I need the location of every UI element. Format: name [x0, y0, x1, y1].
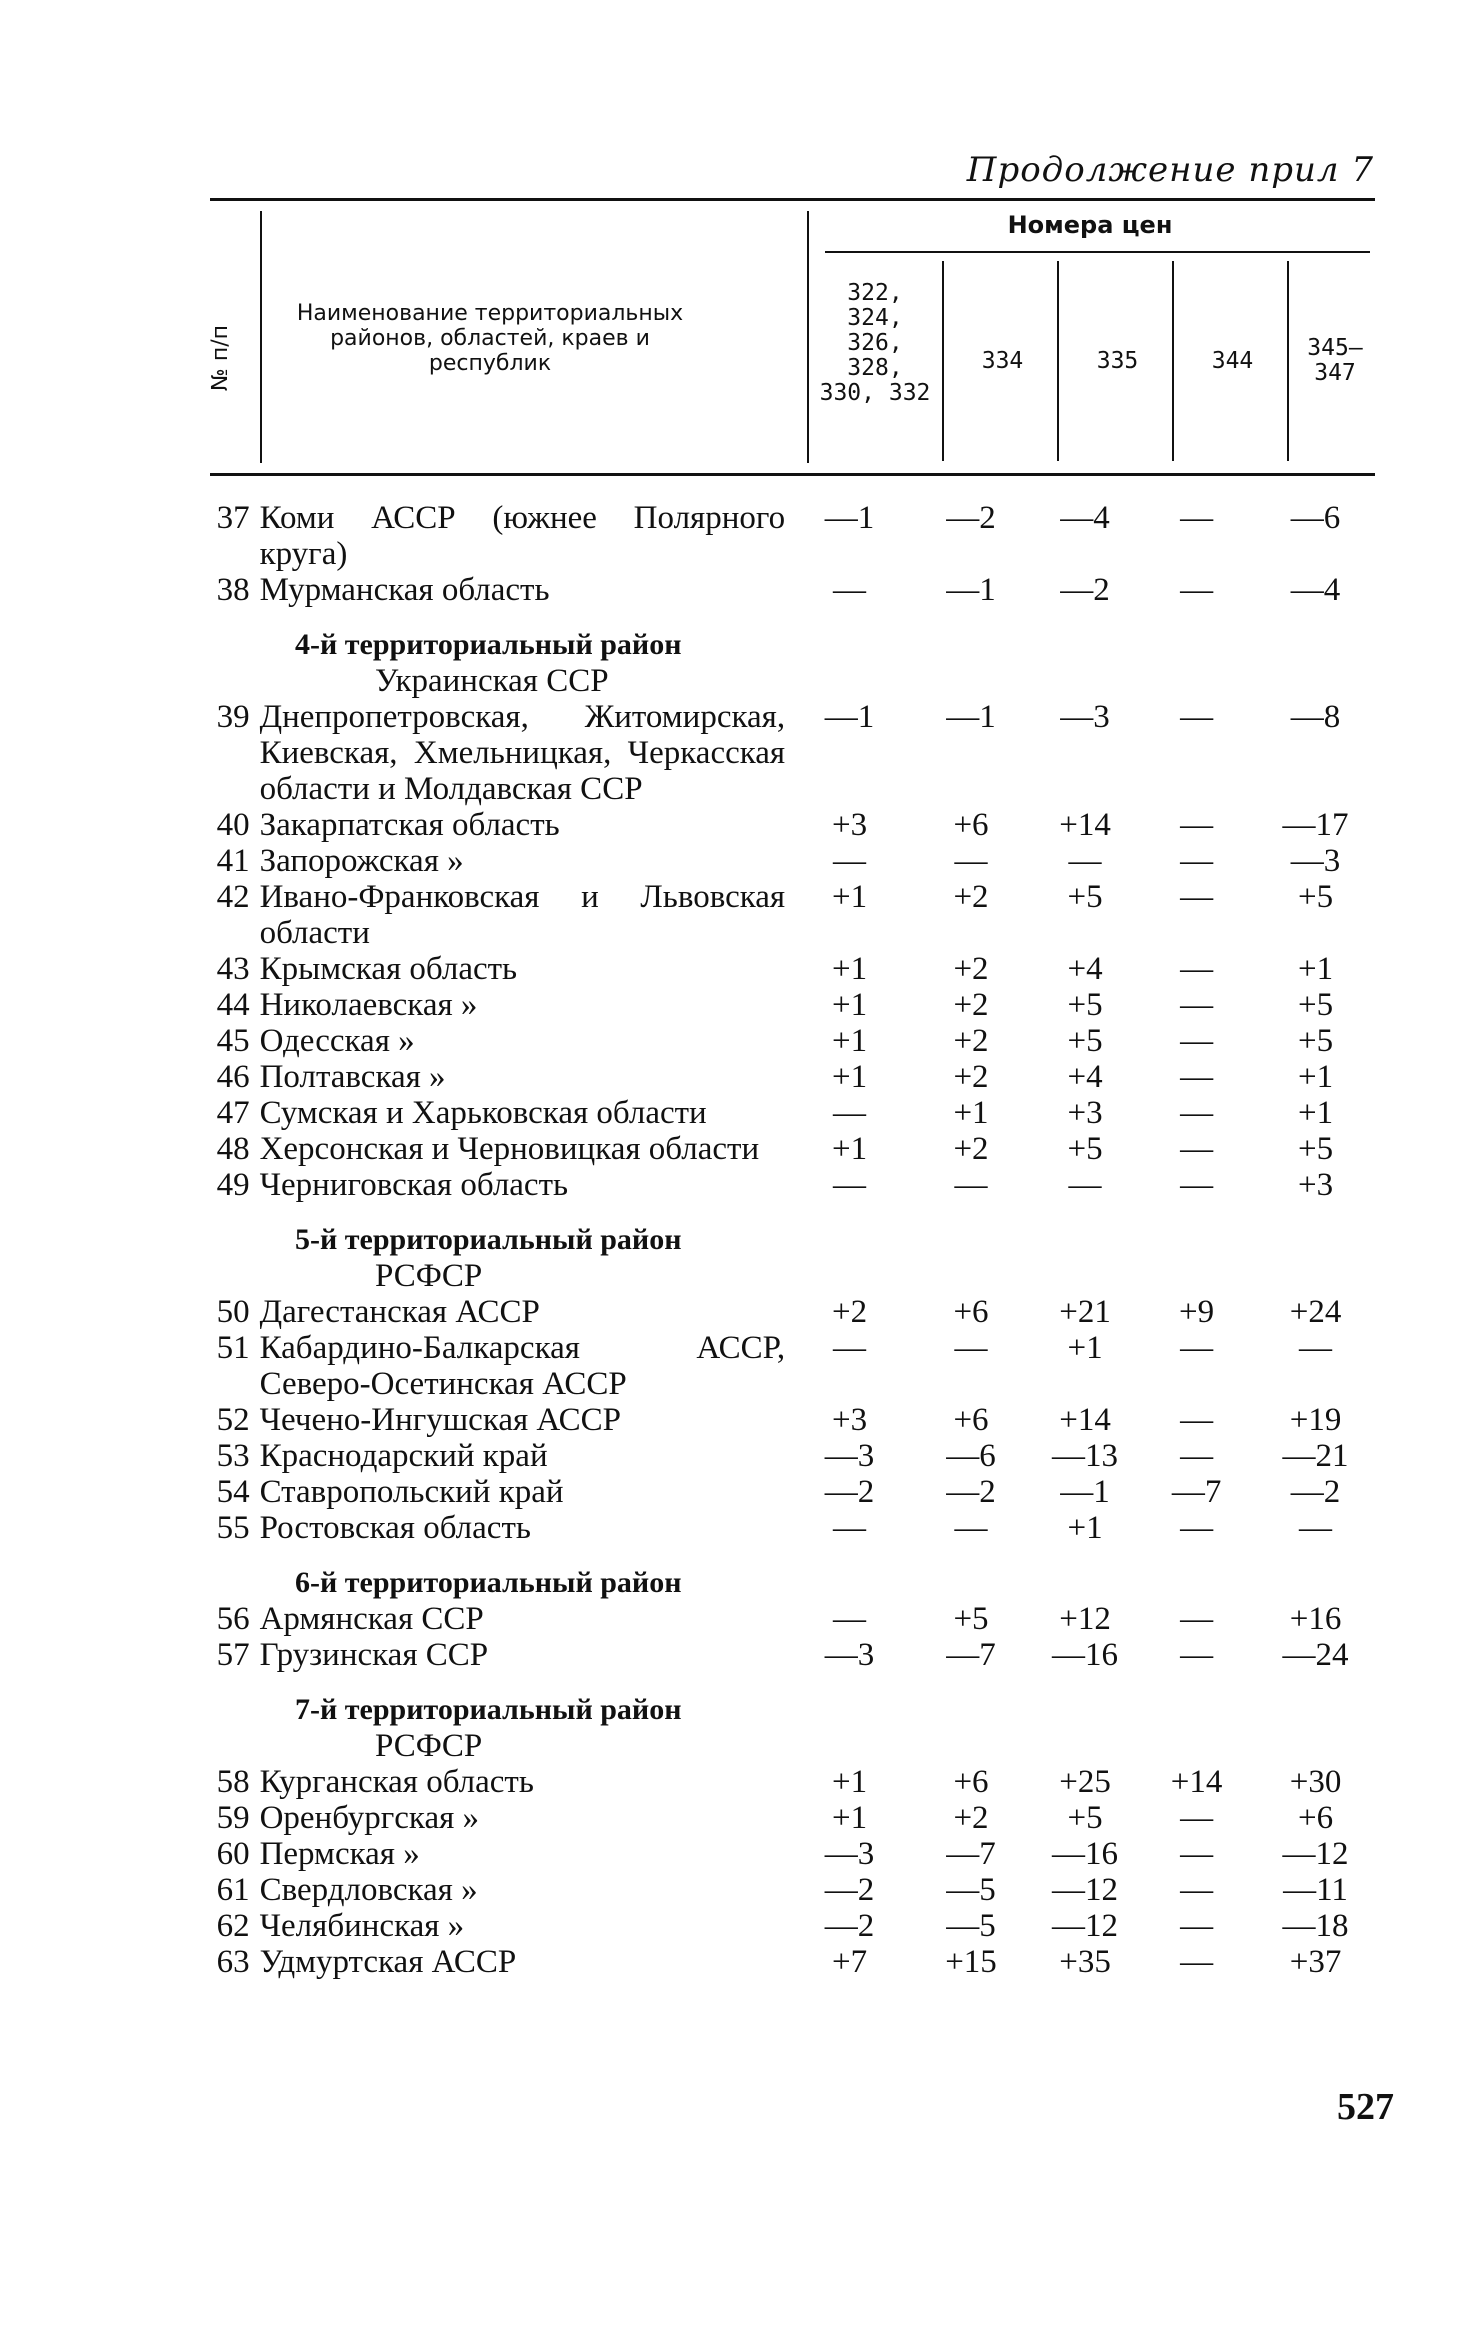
table-row [200, 1601, 1380, 1637]
row-name: Свердловская » [259, 1872, 478, 1908]
section-heading [200, 626, 1380, 663]
price-value: +5 [1297, 1131, 1334, 1167]
row-number: 45 [216, 1023, 250, 1059]
price-value: +5 [1297, 879, 1334, 915]
price-value: —2 [824, 1474, 875, 1510]
table-row [200, 1637, 1380, 1673]
price-value: —7 [946, 1836, 996, 1872]
price-col-header: 344 [1211, 348, 1254, 374]
row-name: Чечено-Ингушская АССР [259, 1402, 621, 1438]
price-value: +21 [1059, 1294, 1111, 1330]
row-number: 54 [216, 1474, 250, 1510]
price-value: — [1299, 1510, 1333, 1546]
table-row [200, 951, 1380, 987]
price-value: —1 [946, 699, 996, 735]
row-number: 52 [216, 1402, 250, 1438]
price-value: — [1180, 879, 1214, 915]
row-number: 49 [216, 1167, 250, 1203]
table-row [200, 1836, 1380, 1872]
row-number: 57 [216, 1637, 250, 1673]
price-value: +6 [953, 1402, 989, 1438]
table-row [200, 1023, 1380, 1059]
price-value: +9 [1179, 1294, 1215, 1330]
table-row [200, 572, 1380, 608]
table-row [200, 987, 1380, 1023]
price-value: +5 [953, 1601, 989, 1637]
row-name: Закарпатская область [259, 807, 560, 843]
row-number: 55 [216, 1510, 250, 1546]
price-value: +3 [1297, 1167, 1334, 1203]
price-value: — [1180, 1167, 1214, 1203]
price-value: —2 [824, 1872, 875, 1908]
row-number: 44 [216, 987, 250, 1023]
price-value: —13 [1052, 1438, 1119, 1474]
price-value: +14 [1059, 1402, 1111, 1438]
price-value: +2 [953, 1059, 989, 1095]
price-value: +3 [831, 807, 868, 843]
price-value: +14 [1170, 1764, 1223, 1800]
price-value: —11 [1283, 1872, 1348, 1908]
table-row [200, 1059, 1380, 1095]
price-value: —3 [1060, 699, 1110, 735]
price-value: —1 [1060, 1474, 1110, 1510]
price-value: +2 [831, 1294, 868, 1330]
price-value: — [1068, 843, 1102, 879]
row-name: Оренбургская » [259, 1800, 480, 1836]
price-value: +1 [953, 1095, 989, 1131]
table-row [200, 1510, 1380, 1546]
price-value: — [1299, 1330, 1333, 1366]
row-number: 60 [216, 1836, 250, 1872]
table-row [200, 1095, 1380, 1131]
price-value: +24 [1289, 1294, 1342, 1330]
section-title: 7-й территориальный район [295, 1693, 682, 1726]
section-gap [200, 1673, 1380, 1691]
row-number: 40 [216, 807, 250, 843]
row-name: Ставропольский край [259, 1474, 564, 1510]
section-heading [200, 1221, 1380, 1258]
price-value: —12 [1052, 1908, 1119, 1944]
row-name: Херсонская и Черновицкая области [259, 1131, 760, 1167]
row-name: Запорожская » [259, 843, 464, 879]
price-value: +6 [953, 1294, 989, 1330]
price-value: — [833, 843, 867, 879]
price-value: —6 [946, 1438, 996, 1474]
price-value: —2 [824, 1908, 875, 1944]
row-name: Дагестанская АССР [259, 1294, 540, 1330]
price-value: +2 [953, 987, 989, 1023]
row-name: Черниговская область [259, 1167, 569, 1203]
price-value: — [1180, 1601, 1214, 1637]
section-subtitle: РСФСР [375, 1728, 483, 1764]
section-title: 5-й территориальный район [295, 1223, 682, 1256]
row-name: Ростовская область [259, 1510, 531, 1546]
price-value: +2 [953, 1023, 989, 1059]
table-body [200, 500, 1380, 1980]
price-value: +1 [1297, 1095, 1334, 1131]
price-value: —12 [1282, 1836, 1349, 1872]
header-divider [1057, 261, 1059, 461]
row-name: Челябинская » [259, 1908, 465, 1944]
table-row [200, 1402, 1380, 1438]
price-value: +30 [1289, 1764, 1342, 1800]
table-row [200, 1330, 1380, 1402]
price-value: +12 [1059, 1601, 1111, 1637]
row-number: 51 [216, 1330, 250, 1366]
price-value: +5 [1067, 1023, 1103, 1059]
price-value: — [833, 572, 867, 608]
row-number: 39 [216, 699, 250, 735]
table-row [200, 1764, 1380, 1800]
header-divider [260, 211, 262, 463]
price-value: —16 [1052, 1836, 1119, 1872]
row-number: 43 [216, 951, 250, 987]
price-value: — [1180, 1908, 1214, 1944]
price-value: — [1180, 699, 1214, 735]
price-value: — [954, 1330, 988, 1366]
table-row [200, 1438, 1380, 1474]
row-number: 58 [216, 1764, 250, 1800]
price-value: — [954, 843, 988, 879]
price-value: +1 [1067, 1510, 1103, 1546]
section-heading [200, 1691, 1380, 1728]
price-value: —6 [1290, 500, 1341, 536]
price-value: +1 [831, 987, 868, 1023]
price-col-header: 345—347 [1307, 335, 1363, 386]
continuation-label: Продолжение прил 7 [966, 150, 1374, 190]
section-subtitle: РСФСР [375, 1258, 483, 1294]
price-value: —3 [824, 1836, 875, 1872]
row-number: 50 [216, 1294, 250, 1330]
price-value: +4 [1067, 951, 1103, 987]
row-number: 42 [216, 879, 250, 915]
row-name: Днепропетровская, Житомирская, Киевская, Хмельницкая, Черкасская области и Молдавская ССР [259, 699, 786, 807]
price-value: — [1180, 1438, 1214, 1474]
price-value: — [954, 1167, 988, 1203]
row-name: Ивано-Франковская и Львовская области [259, 879, 786, 951]
col-num-header: № п/п [208, 324, 233, 391]
row-name: Коми АССР (южнее Полярного круга) [259, 500, 786, 572]
row-number: 61 [216, 1872, 250, 1908]
price-value: —2 [946, 500, 996, 536]
table-row [200, 1167, 1380, 1203]
price-value: —7 [946, 1637, 996, 1673]
row-number: 38 [216, 572, 250, 608]
price-value: —18 [1282, 1908, 1349, 1944]
row-name: Крымская область [259, 951, 518, 987]
price-value: +19 [1289, 1402, 1342, 1438]
price-value: — [833, 1167, 867, 1203]
table-row [200, 1131, 1380, 1167]
price-value: — [1068, 1167, 1102, 1203]
price-value: +3 [1067, 1095, 1103, 1131]
price-value: — [1180, 1095, 1214, 1131]
row-name: Сумская и Харьковская области [259, 1095, 707, 1131]
table-row [200, 1294, 1380, 1330]
price-value: — [1180, 1402, 1214, 1438]
price-value: +6 [1297, 1800, 1334, 1836]
price-value: —12 [1052, 1872, 1119, 1908]
price-value: — [1180, 987, 1214, 1023]
price-value: — [1180, 1330, 1214, 1366]
price-value: — [1180, 1023, 1214, 1059]
price-value: +1 [1297, 951, 1334, 987]
section-gap [200, 1203, 1380, 1221]
price-value: +3 [831, 1402, 868, 1438]
row-number: 62 [216, 1908, 250, 1944]
price-value: — [1180, 1944, 1214, 1980]
price-value: — [833, 1510, 867, 1546]
price-value: —2 [1290, 1474, 1341, 1510]
price-value: —24 [1282, 1637, 1349, 1673]
row-number: 46 [216, 1059, 250, 1095]
price-value: — [1180, 807, 1214, 843]
table-row [200, 1944, 1380, 1980]
row-number: 41 [216, 843, 250, 879]
price-value: — [1180, 1836, 1214, 1872]
price-value: —1 [824, 699, 875, 735]
header-divider [942, 261, 944, 461]
header-divider [825, 251, 1370, 253]
price-value: —5 [946, 1908, 996, 1944]
section-gap [200, 1546, 1380, 1564]
price-value: —3 [824, 1438, 875, 1474]
price-value: +5 [1297, 1023, 1334, 1059]
price-value: +1 [831, 1131, 868, 1167]
table-row [200, 879, 1380, 951]
price-value: +6 [953, 1764, 989, 1800]
price-value: +15 [945, 1944, 997, 1980]
section-title: 6-й территориальный район [295, 1566, 682, 1599]
section-heading [200, 1564, 1380, 1601]
price-col-header: 322, 324, 326, 328, 330, 332 [819, 280, 931, 406]
row-name: Удмуртская АССР [259, 1944, 517, 1980]
header-divider [1172, 261, 1174, 461]
price-value: +1 [831, 1800, 868, 1836]
row-name: Николаевская » [259, 987, 478, 1023]
price-value: — [1180, 1637, 1214, 1673]
row-name: Грузинская ССР [259, 1637, 489, 1673]
price-value: +35 [1059, 1944, 1111, 1980]
price-value: +5 [1067, 1131, 1103, 1167]
price-value: —8 [1290, 699, 1341, 735]
price-value: +6 [953, 807, 989, 843]
page-number: 527 [1337, 2086, 1394, 2128]
price-value: — [954, 1510, 988, 1546]
header-divider [807, 211, 809, 463]
price-value: +4 [1067, 1059, 1103, 1095]
price-value: +2 [953, 1131, 989, 1167]
table-row [200, 1474, 1380, 1510]
price-value: —16 [1052, 1637, 1119, 1673]
row-number: 47 [216, 1095, 250, 1131]
price-value: +1 [1067, 1330, 1103, 1366]
col-name-header: Наименование территориальных районов, областей, краев и республик [296, 301, 684, 376]
price-value: +2 [953, 1800, 989, 1836]
section-gap [200, 608, 1380, 626]
price-value: +5 [1067, 987, 1103, 1023]
price-value: +2 [953, 951, 989, 987]
price-value: +1 [831, 1059, 868, 1095]
price-value: +2 [953, 879, 989, 915]
price-value: +1 [831, 1764, 868, 1800]
price-value: —5 [946, 1872, 996, 1908]
price-value: — [1180, 1131, 1214, 1167]
price-value: +1 [1297, 1059, 1334, 1095]
price-value: — [1180, 1510, 1214, 1546]
prices-title: Номера цен [1007, 211, 1173, 239]
price-value: —3 [1290, 843, 1341, 879]
price-value: — [1180, 951, 1214, 987]
price-value: +5 [1297, 987, 1334, 1023]
price-value: —1 [824, 500, 875, 536]
price-value: +16 [1289, 1601, 1342, 1637]
price-value: +1 [831, 1023, 868, 1059]
price-value: — [1180, 500, 1214, 536]
row-name: Краснодарский край [259, 1438, 548, 1474]
price-value: +25 [1059, 1764, 1111, 1800]
price-value: +5 [1067, 1800, 1103, 1836]
price-value: —7 [1171, 1474, 1222, 1510]
row-name: Пермская » [259, 1836, 420, 1872]
price-value: +5 [1067, 879, 1103, 915]
row-number: 53 [216, 1438, 250, 1474]
price-col-header: 335 [1096, 348, 1139, 374]
price-value: —21 [1282, 1438, 1349, 1474]
price-value: +37 [1289, 1944, 1342, 1980]
table-row [200, 1908, 1380, 1944]
price-value: — [1180, 1872, 1214, 1908]
price-value: — [833, 1330, 867, 1366]
row-number: 37 [216, 500, 250, 536]
price-value: — [1180, 1059, 1214, 1095]
price-col-header: 334 [981, 348, 1024, 374]
row-number: 59 [216, 1800, 250, 1836]
price-value: —2 [946, 1474, 996, 1510]
row-name: Курганская область [259, 1764, 534, 1800]
price-value: — [1180, 1800, 1214, 1836]
price-value: +7 [831, 1944, 868, 1980]
row-number: 56 [216, 1601, 250, 1637]
table-row [200, 500, 1380, 572]
table-row [200, 843, 1380, 879]
row-number: 48 [216, 1131, 250, 1167]
price-value: —4 [1060, 500, 1110, 536]
table-header [210, 198, 1375, 476]
price-value: +1 [831, 951, 868, 987]
row-name: Кабардино-Балкарская АССР, Северо-Осетинская АССР [259, 1330, 786, 1402]
price-value: —1 [946, 572, 996, 608]
table-row [200, 1872, 1380, 1908]
row-number: 63 [216, 1944, 250, 1980]
section-title: 4-й территориальный район [295, 628, 682, 661]
price-value: — [833, 1095, 867, 1131]
row-name: Полтавская » [259, 1059, 446, 1095]
price-value: +14 [1059, 807, 1111, 843]
section-subtitle: Украинская ССР [375, 663, 609, 699]
price-value: — [1180, 843, 1214, 879]
row-name: Армянская ССР [259, 1601, 484, 1637]
row-name: Мурманская область [259, 572, 550, 608]
table-row [200, 699, 1380, 807]
price-value: —2 [1060, 572, 1110, 608]
table-row [200, 807, 1380, 843]
row-name: Одесская » [259, 1023, 415, 1059]
header-divider [1287, 261, 1289, 461]
price-value: —3 [824, 1637, 875, 1673]
price-value: — [1180, 572, 1214, 608]
price-value: —4 [1290, 572, 1341, 608]
price-value: — [833, 1601, 867, 1637]
price-value: —17 [1282, 807, 1349, 843]
table-row [200, 1800, 1380, 1836]
price-value: +1 [831, 879, 868, 915]
